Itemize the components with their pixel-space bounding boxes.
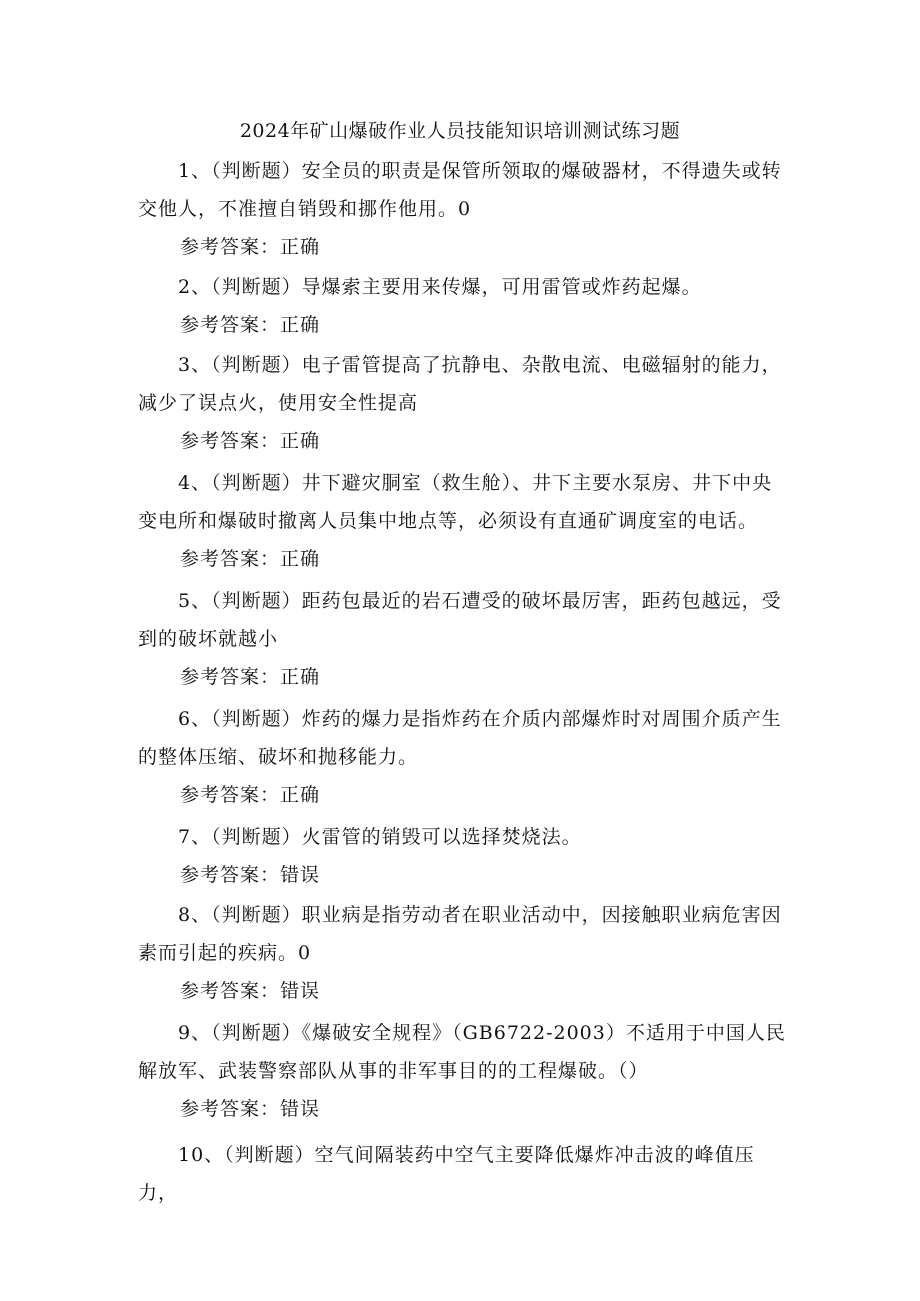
question-text: 2、（判断题）导爆索主要用来传爆，可用雷管或炸药起爆。: [178, 276, 702, 298]
question-text: 9、（判断题）《爆破安全规程》（GB6722-2003）不适用于中国人民解放军、武装警察部队从事的非军事目的的工程爆破。（）: [138, 1022, 786, 1082]
question-text: 7、（判断题）火雷管的销毁可以选择焚烧法。: [178, 826, 582, 848]
question-item-8: [138, 896, 788, 1010]
question-item-9: [138, 1014, 788, 1128]
answer-text: 参考答案：错误: [180, 1098, 321, 1120]
question-item-1: [138, 152, 788, 266]
question-item-10: [138, 1136, 788, 1212]
question-item-4: [138, 464, 788, 578]
answer-text: 参考答案：正确: [180, 548, 321, 570]
question-item-7: [138, 818, 788, 894]
answer-text: 参考答案：错误: [180, 864, 321, 886]
question-text: 5、（判断题）距药包最近的岩石遭受的破坏最厉害，距药包越远，受到的破坏就越小: [138, 590, 782, 650]
question-text: 8、（判断题）职业病是指劳动者在职业活动中，因接触职业病危害因素而引起的疾病。0: [138, 904, 782, 964]
answer-text: 参考答案：正确: [180, 784, 321, 806]
answer-text: 参考答案：正确: [180, 314, 321, 336]
question-text: 6、（判断题）炸药的爆力是指炸药在介质内部爆炸时对周围介质产生的整体压缩、破坏和抛移能力。: [138, 708, 782, 768]
question-text: 3、（判断题）电子雷管提高了抗静电、杂散电流、电磁辐射的能力，减少了误点火，使用安全性提高: [138, 354, 782, 414]
question-text: 10、（判断题）空气间隔装药中空气主要降低爆炸冲击波的峰值压力，: [138, 1144, 755, 1204]
question-item-3: [138, 346, 788, 460]
question-item-6: [138, 700, 788, 814]
answer-text: 参考答案：正确: [180, 666, 321, 688]
answer-text: 参考答案：正确: [180, 430, 321, 452]
answer-text: 参考答案：错误: [180, 980, 321, 1002]
answer-text: 参考答案：正确: [180, 236, 321, 258]
question-item-2: [138, 268, 788, 344]
question-text: 1、（判断题）安全员的职责是保管所领取的爆破器材，不得遗失或转交他人，不准擅自销毁和挪作他用。0: [138, 160, 782, 220]
question-item-5: [138, 582, 788, 696]
document-title: 2024年矿山爆破作业人员技能知识培训测试练习题: [239, 120, 681, 142]
question-text: 4、（判断题）井下避灾胴室（救生舱）、井下主要水泵房、井下中央变电所和爆破时撤离人员集中地点等，必须设有直通矿调度室的电话。: [138, 472, 773, 532]
